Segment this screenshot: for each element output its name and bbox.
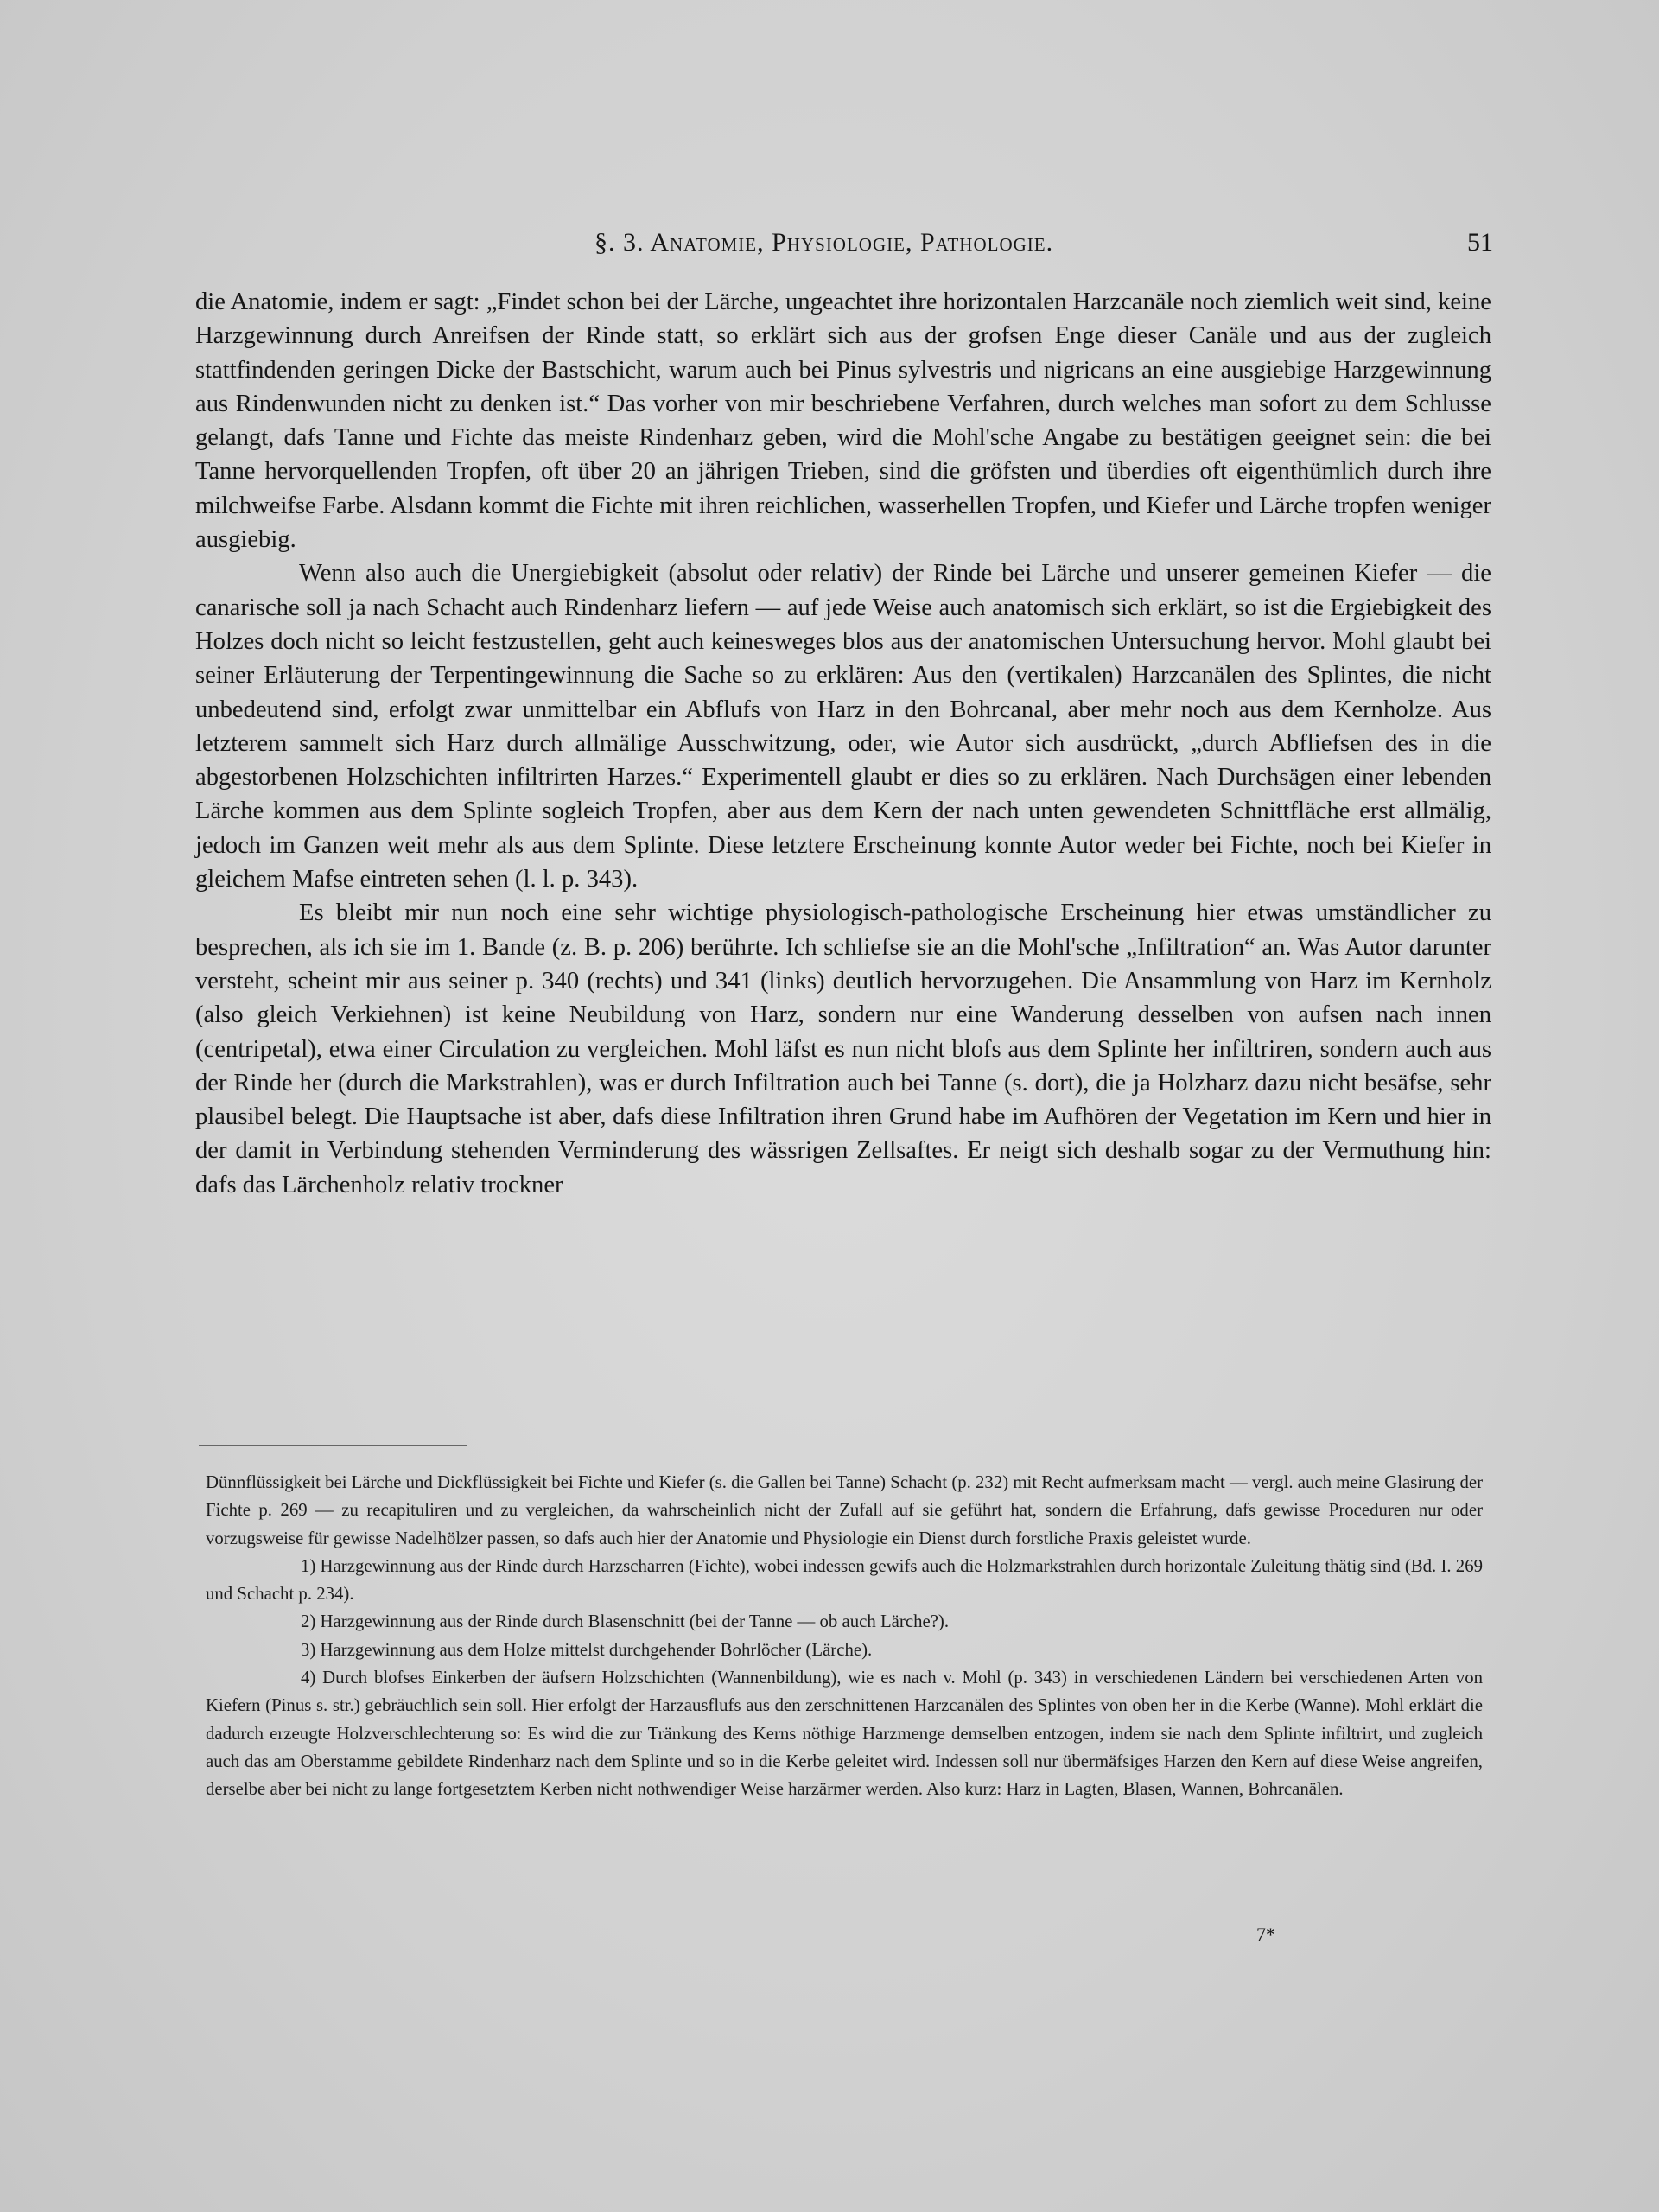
footnote-3: 3) Harzgewinnung aus dem Holze mittelst durchgehender Bohrlöcher (Lärche). (301, 1639, 873, 1660)
section-title: §. 3. Anatomie, Physiologie, Pathologie. (594, 228, 1054, 257)
footnote-2: 2) Harzgewinnung aus der Rinde durch Blasenschnitt (bei der Tanne — ob auch Lärche?). (301, 1611, 950, 1632)
paragraph-3: Es bleibt mir nun noch eine sehr wichtige physiologisch-pathologische Erscheinung hier etwas umständlicher zu besprechen, als ich sie im 1. Bande (z. B. p. 206) berührte. Ich schliefse sie an die Mohl'sche „Infiltration“ an. Was Autor darunter versteht, scheint mir aus seiner p. 340 (rechts) und 341 (links) deutlich hervorzugehen. Die Ansammlung von Harz im Kernholz (also gleich Verkiehnen) ist keine Neubildung von Harz, sondern nur eine Wanderung desselben von aufsen nach innen (centripetal), etwa einer Circulation zu vergleichen. Mohl läfst es nun nicht blofs aus dem Splinte her infiltriren, sondern auch aus der Rinde her (durch die Markstrahlen), was er durch Infiltration auch bei Tanne (s. dort), die ja Holzharz dazu nicht besäfse, sehr plausibel belegt. Die Hauptsache ist aber, dafs diese Infiltration ihren Grund habe im Aufhören der Vegetation im Kern und hier in der damit in Verbindung stehenden Verminderung des wässrigen Zellsaftes. Er neigt sich deshalb sogar zu der Vermuthung hin: dafs das Lärchenholz relativ trockner (195, 899, 1491, 1198)
paragraph-2: Wenn also auch die Unergiebigkeit (absolut oder relativ) der Rinde bei Lärche und unserer gemeinen Kiefer — die canarische soll ja nach Schacht auch Rindenharz liefern — auf jede Weise auch anatomisch sich erklärt, so ist die Ergiebigkeit des Holzes doch nicht so leicht festzustellen, geht auch keinesweges blos aus der anatomischen Untersuchung hervor. Mohl glaubt bei seiner Erläuterung der Terpentingewinnung die Sache so zu erklären: Aus den (vertikalen) Harzcanälen des Splintes, die nicht unbedeutend sind, erfolgt zwar unmittelbar ein Abflufs von Harz in den Bohrcanal, aber mehr noch aus dem Kernholze. Aus letzterem sammelt sich Harz durch allmälige Ausschwitzung, oder, wie Autor sich ausdrückt, „durch Abfliefsen des in die abgestorbenen Holzschichten infiltrirten Harzes.“ Experimentell glaubt er dies so zu erklären. Nach Durchsägen einer lebenden Lärche kommen aus dem Splinte sogleich Tropfen, aber aus dem Kern der nach unten gewendeten Schnittfläche erst allmälig, jedoch im Ganzen weit mehr als aus dem Splinte. Diese letztere Erscheinung konnte Autor weder bei Fichte, noch bei Kiefer in gleichem Mafse eintreten sehen (l. l. p. 343). (195, 560, 1491, 893)
main-text (195, 285, 1491, 1202)
footnote-separator (199, 1445, 467, 1446)
page-number: 51 (1467, 228, 1493, 257)
footnote-4: 4) Durch blofses Einkerben der äufsern Holzschichten (Wannenbildung), wie es nach v. Mohl (p. 343) in verschiedenen Ländern bei verschiedenen Arten von Kiefern (Pinus s. str.) gebräuchlich sein soll. Hier erfolgt der Harzausflufs aus den zerschnittenen Harzcanälen des Splintes von oben her in die Kerbe (Wanne). Mohl erklärt die dadurch erzeugte Holzverschlechterung so: Es wird die zur Tränkung des Kerns nöthige Harzmenge demselben entzogen, indem sie nach dem Splinte infiltrirt, und zugleich auch das am Oberstamme gebildete Rindenharz nach dem Splinte und so in die Kerbe geleitet wird. Indessen soll nur übermäfsiges Harzen den Kern auf diese Weise angreifen, derselbe aber bei nicht zu lange fortgesetztem Kerben nicht nothwendiger Weise harzärmer werden. Also kurz: Harz in Lagten, Blasen, Wannen, Bohrcanälen. (206, 1668, 1483, 1800)
running-head (197, 223, 1493, 263)
paragraph-1: die Anatomie, indem er sagt: „Findet schon bei der Lärche, ungeachtet ihre horizontalen Harzcanäle noch ziemlich weit sind, keine Harzgewinnung durch Anreifsen der Rinde statt, so erklärt sich aus der grofsen Enge dieser Canäle und aus der zugleich stattfindenden geringen Dicke der Bastschicht, warum auch bei Pinus sylvestris und nigricans an eine ausgiebige Harzgewinnung aus Rindenwunden nicht zu denken ist.“ Das vorher von mir beschriebene Verfahren, durch welches man sofort zu dem Schlusse gelangt, dafs Tanne und Fichte das meiste Rindenharz geben, wird die Mohl'sche Angabe zu bestätigen geeignet sein: die bei Tanne hervorquellenden Tropfen, oft über 20 an jährigen Trieben, sind die gröfsten und überdies oft eigenthümlich durch ihre milchweifse Farbe. Alsdann kommt die Fichte mit ihren reichlichen, wasserhellen Tropfen, und Kiefer und Lärche tropfen weniger ausgiebig. (195, 289, 1491, 554)
footnotes (206, 1469, 1483, 1804)
footnote-continuation: Dünnflüssigkeit bei Lärche und Dickflüssigkeit bei Fichte und Kiefer (s. die Gallen bei Tanne) Schacht (p. 232) mit Recht aufmerksam macht — vergl. auch meine Glasirung der Fichte p. 269 — zu recapituliren und zu vergleichen, da wahrscheinlich nicht der Zufall auf sie geführt hat, sondern die Erfahrung, dafs gewisse Proceduren nur oder vorzugsweise für gewisse Nadelhölzer passen, so dafs auch hier der Anatomie und Physiologie ein Dienst durch forstliche Praxis geleistet wurde. (206, 1472, 1483, 1548)
signature-mark: 7* (1256, 1923, 1275, 1945)
footnote-1: 1) Harzgewinnung aus der Rinde durch Harzscharren (Fichte), wobei indessen gewifs auch die Holzmarkstrahlen durch horizontale Zuleitung thätig sind (Bd. I. 269 und Schacht p. 234). (206, 1555, 1483, 1605)
